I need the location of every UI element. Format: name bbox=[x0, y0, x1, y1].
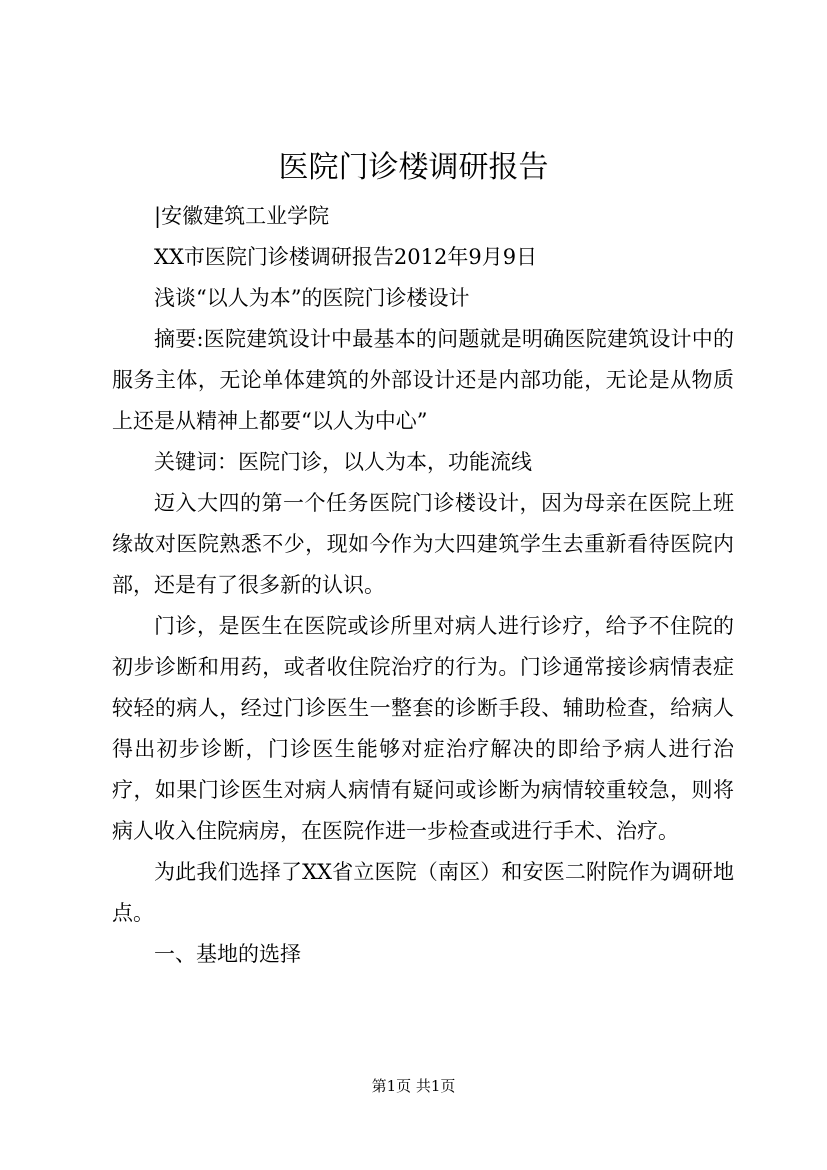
document-title: 医院门诊楼调研报告 bbox=[278, 150, 549, 185]
paragraph-report-date: XX市医院门诊楼调研报告2012年9月9日 bbox=[154, 245, 538, 269]
paragraph-school: |安徽建筑工业学院 bbox=[154, 204, 330, 228]
document-body bbox=[112, 196, 734, 975]
paragraph-survey-sites: 为此我们选择了XX省立医院（南区）和安医二附院作为调研地点。 bbox=[112, 860, 734, 925]
page-footer: 第1页 共1页 bbox=[371, 1077, 456, 1095]
section-heading-site-selection: 一、基地的选择 bbox=[154, 942, 301, 966]
paragraph-intro: 迈入大四的第一个任务医院门诊楼设计，因为母亲在医院上班缘故对医院熟悉不少，现如今作为大四建筑学生去重新看待医院内部，还是有了很多新的认识。 bbox=[112, 491, 734, 597]
paragraph-subtitle: 浅谈“以人为本”的医院门诊楼设计 bbox=[154, 286, 470, 310]
paragraph-keywords: 关键词：医院门诊，以人为本，功能流线 bbox=[154, 450, 532, 474]
paragraph-outpatient: 门诊，是医生在医院或诊所里对病人进行诊疗，给予不住院的初步诊断和用药，或者收住院治疗的行为。门诊通常接诊病情表症较轻的病人，经过门诊医生一整套的诊断手段、辅助检查，给病人得出初步诊断，门诊医生能够对症治疗解决的即给予病人进行治疗，如果门诊医生对病人病情有疑问或诊断为病情较重较急，则将病人收入住院病房，在医院作进一步检查或进行手术、治疗。 bbox=[112, 614, 734, 843]
paragraph-abstract: 摘要:医院建筑设计中最基本的问题就是明确医院建筑设计中的服务主体，无论单体建筑的外部设计还是内部功能，无论是从物质上还是从精神上都要“以人为中心” bbox=[112, 327, 734, 433]
